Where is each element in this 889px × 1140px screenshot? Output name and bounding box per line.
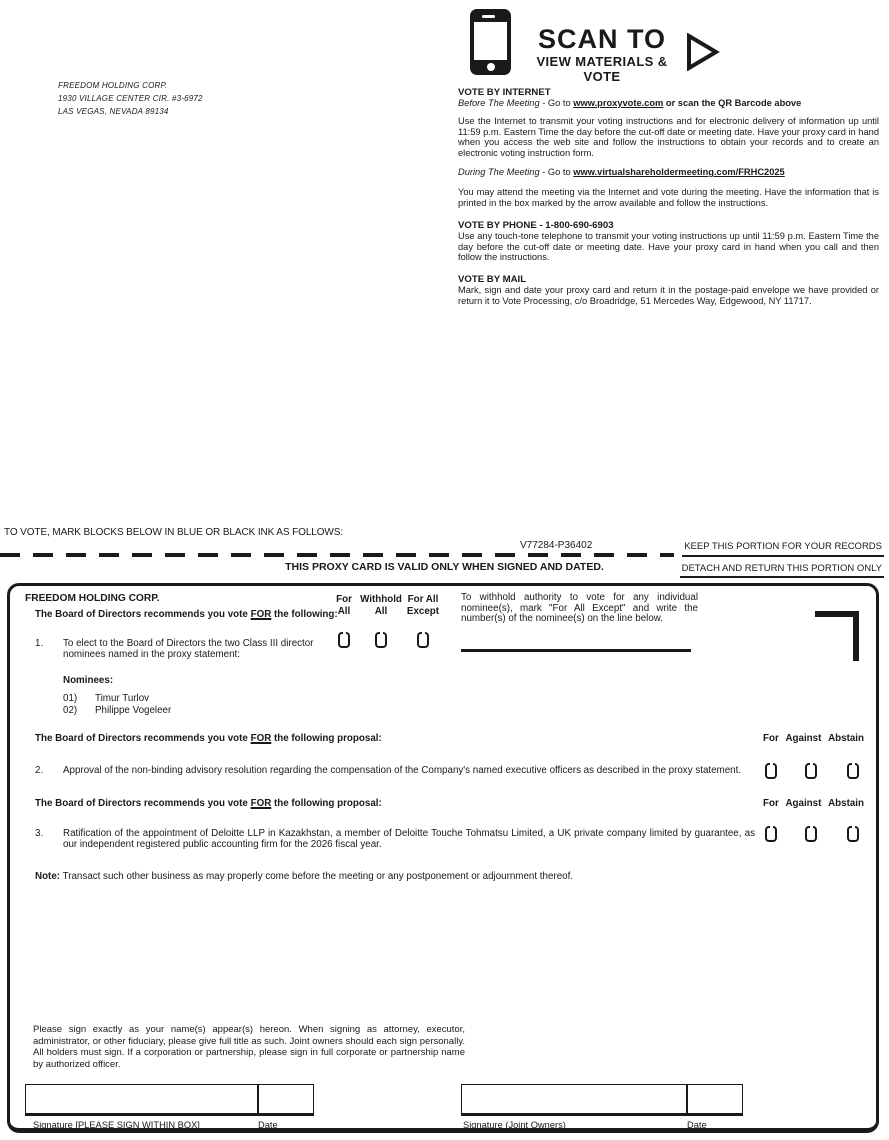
- signature-box-primary[interactable]: [25, 1084, 314, 1116]
- item3-number: 3.: [35, 828, 44, 839]
- nominee-row: [63, 693, 149, 704]
- phone-home-button: [487, 63, 495, 71]
- item2-text: Approval of the non-binding advisory resolution regarding the compensation of the Company's named executive officers as described in the proxy statement.: [63, 765, 742, 776]
- col-for-all-except: For All Except: [406, 594, 440, 617]
- nominee-name: Timur Turlov: [95, 693, 150, 704]
- item1-text: To elect to the Board of Directors the two Class III director nominees named in the proxy statement:: [63, 638, 314, 660]
- nominee-name: Philippe Vogeleer: [95, 704, 172, 716]
- note-text: Transact such other business as may properly come before the meeting or any postponement or adjournment thereof.: [60, 871, 574, 882]
- signature-date-divider: [257, 1085, 259, 1113]
- checkbox-p3-abstain[interactable]: [847, 826, 859, 842]
- vote-phone-heading: VOTE BY PHONE - 1-800-690-6903: [458, 220, 614, 232]
- checkbox-p3-for[interactable]: [765, 826, 777, 842]
- before-meeting-mid: - Go to: [539, 98, 574, 108]
- virtual-meeting-link[interactable]: www.virtualshareholdermeeting.com/FRHC2025: [573, 167, 785, 178]
- detach-portion-label: DETACH AND RETURN THIS PORTION ONLY: [680, 563, 884, 578]
- checkbox-for-all-except[interactable]: [417, 632, 429, 648]
- control-code: V77284-P36402: [520, 540, 593, 551]
- date-label-joint: Date: [687, 1120, 707, 1130]
- col-withhold-all: Withhold All: [360, 594, 402, 617]
- mark-instruction: TO VOTE, MARK BLOCKS BELOW IN BLUE OR BLACK INK AS FOLLOWS:: [4, 527, 344, 538]
- keep-portion-label: KEEP THIS PORTION FOR YOUR RECORDS: [682, 541, 884, 557]
- during-meeting-line: [458, 167, 879, 177]
- recommendation-1-for: FOR: [250, 609, 272, 620]
- before-meeting-label: Before The Meeting: [458, 98, 540, 108]
- smartphone-icon: [470, 9, 511, 75]
- signature-date-divider: [686, 1085, 688, 1113]
- sign-instructions: Please sign exactly as your name(s) appear(s) hereon. When signing as attorney, executor, administrator, or other fiduciary, please give full title as such. Joint owners should each sign personally. All holders must sign. If a corporation or partnership, please sign in full corporate or partnership name by authorized officer.: [33, 1024, 465, 1070]
- item1-number: 1.: [35, 638, 44, 649]
- nominees-label: Nominees:: [63, 675, 114, 686]
- detach-dashed-line: [0, 553, 674, 557]
- withhold-note: To withhold authority to vote for any individual nominee(s), mark "For All Except" and write the number(s) of the nominee(s) on the line below.: [461, 592, 698, 625]
- card-company-name: FREEDOM HOLDING CORP.: [25, 593, 160, 604]
- phone-paragraph: Use any touch-tone telephone to transmit your voting instructions up until 11:59 p.m. Eastern Time the day before the cut-off date or meeting date. Have your proxy card in hand when you call and then follow the instructions.: [458, 231, 879, 263]
- during-meeting-mid: - Go to: [539, 167, 574, 178]
- checkbox-p2-for[interactable]: [765, 763, 777, 779]
- signature-label-primary: Signature [PLEASE SIGN WITHIN BOX]: [33, 1120, 200, 1130]
- item3-text: Ratification of the appointment of Deloitte LLP in Kazakhstan, a member of Deloitte Touche Tohmatsu Limited, a UK private company limited by guarantee, as our independent registered public accounting firm for the 2026 fiscal year.: [63, 828, 755, 850]
- right-arrow-icon: [686, 33, 720, 71]
- nominee-number: 01): [63, 693, 78, 704]
- item2-number: 2.: [35, 765, 44, 776]
- corner-mark-icon: [853, 611, 859, 661]
- attend-paragraph: You may attend the meeting via the Internet and vote during the meeting. Have the information that is printed in the box marked by the arrow available and follow the instructions.: [458, 187, 879, 208]
- checkbox-p2-against[interactable]: [805, 763, 817, 779]
- recommendation-3: The Board of Directors recommends you vote FOR the following proposal:: [35, 798, 382, 809]
- checkbox-withhold-all[interactable]: [375, 632, 387, 648]
- before-meeting-line: [458, 98, 879, 108]
- sender-address: [58, 79, 203, 118]
- scan-title: SCAN TO: [537, 24, 666, 54]
- before-meeting-tail: or scan the QR Barcode above: [663, 98, 802, 108]
- col-for-against-abstain: For Against Abstain: [763, 733, 864, 744]
- col-for-against-abstain: For Against Abstain: [763, 798, 864, 809]
- recommendation-1-post: the following:: [271, 609, 338, 620]
- nominee-number: 02): [63, 704, 78, 716]
- checkbox-p2-abstain[interactable]: [847, 763, 859, 779]
- signature-label-joint: Signature (Joint Owners): [463, 1120, 566, 1130]
- date-label-primary: Date: [258, 1120, 278, 1130]
- signature-box-joint[interactable]: [461, 1084, 743, 1116]
- phone-speaker: [482, 15, 495, 18]
- recommendation-1-pre: The Board of Directors recommends you vote: [35, 609, 251, 620]
- internet-paragraph: Use the Internet to transmit your voting instructions and for electronic delivery of information up until 11:59 p.m. Eastern Time the day before the cut-off date or meeting date. Have your proxy card in hand when you access the web site and follow the instructions to obtain your records and to create an electronic voting instruction form.: [458, 116, 879, 158]
- other-business-note: [35, 871, 735, 882]
- recommendation-1: [35, 609, 347, 620]
- sender-line: FREEDOM HOLDING CORP.: [58, 81, 168, 90]
- scan-banner: [516, 26, 688, 84]
- vote-instructions: [458, 87, 879, 306]
- sender-line: LAS VEGAS, NEVADA 89134: [58, 107, 169, 116]
- col-for-all: For All: [336, 594, 352, 617]
- phone-screen: [474, 22, 507, 60]
- vote-internet-heading: VOTE BY INTERNET: [458, 87, 551, 98]
- scan-subtitle: VIEW MATERIALS & VOTE: [536, 54, 668, 84]
- note-label: Note:: [35, 871, 61, 882]
- sender-line: 1930 VILLAGE CENTER CIR. #3-6972: [58, 94, 203, 103]
- nominee-row: [63, 705, 171, 716]
- for-all-except-writein-line[interactable]: [461, 649, 691, 652]
- recommendation-2: The Board of Directors recommends you vote FOR the following proposal:: [35, 733, 382, 744]
- checkbox-for-all[interactable]: [338, 632, 350, 648]
- mail-paragraph: Mark, sign and date your proxy card and return it in the postage-paid envelope we have provided or return it to Vote Processing, c/o Broadridge, 51 Mercedes Way, Edgewood, NY 11717.: [458, 285, 879, 306]
- checkbox-p3-against[interactable]: [805, 826, 817, 842]
- during-meeting-label: During The Meeting: [458, 167, 540, 178]
- proxyvote-link[interactable]: www.proxyvote.com: [573, 98, 664, 108]
- valid-when-signed-label: THIS PROXY CARD IS VALID ONLY WHEN SIGNED AND DATED.: [285, 561, 604, 573]
- proxy-card: [7, 583, 879, 1133]
- vote-mail-heading: VOTE BY MAIL: [458, 274, 527, 286]
